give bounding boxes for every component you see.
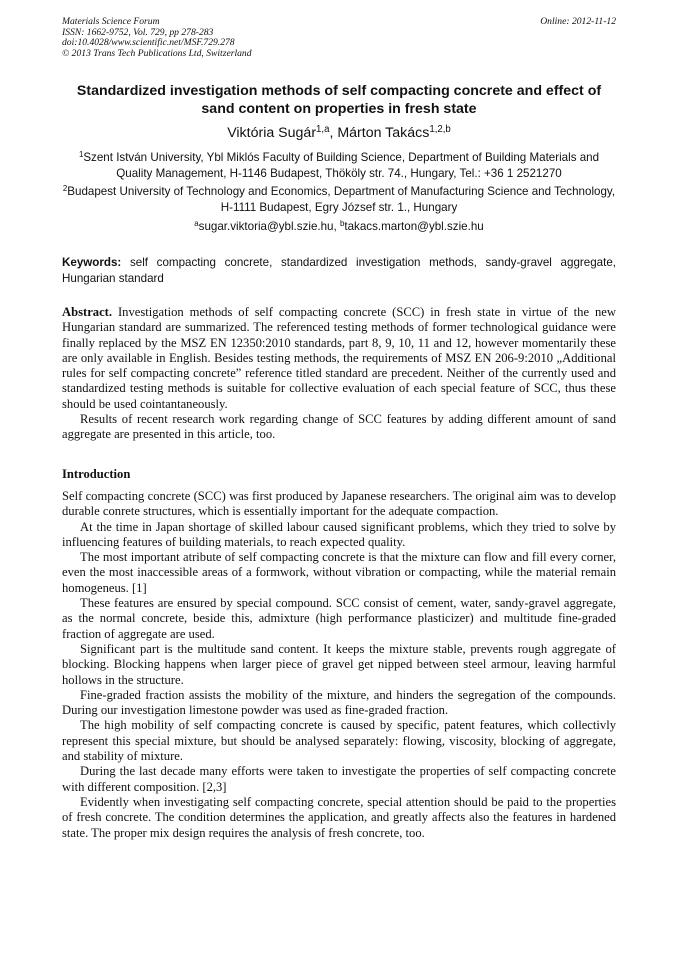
author-separator: ,: [329, 125, 338, 141]
email-line: [62, 219, 616, 234]
author-name: Viktória Sugár: [227, 125, 317, 141]
author-list: [62, 124, 616, 142]
email-mark: a: [194, 219, 199, 229]
body-paragraph: The most important atribute of self compacting concrete is that the mixture can flow and fill every corner, even the most inaccessible areas of a formwork, without vibration or compacting, while the material remain homogeneus. [1]: [62, 550, 616, 595]
abstract-label: Abstract.: [62, 305, 113, 319]
keywords: [62, 255, 616, 286]
abstract-paragraph: [62, 305, 616, 412]
section-heading-introduction: Introduction: [62, 467, 131, 481]
affiliation-mark: 1: [78, 150, 84, 160]
author-name: Márton Takács: [337, 125, 430, 141]
affiliation: [62, 150, 616, 181]
keywords-label: Keywords:: [62, 256, 122, 269]
body-paragraph: These features are ensured by special compound. SCC consist of cement, water, sandy-gravel aggregate, as the normal concrete, beside this, admixture (high performance plasticizer) and multitude fine-graded fraction of aggregate are used.: [62, 596, 616, 641]
abstract-text: Investigation methods of self compacting concrete (SCC) in fresh state in virtue of the new Hungarian standard are summarized. The referenced testing methods of former technological guidance were finally replaced by the MSZ EN 12350:2010 standards, part 8, 9, 10, 11 and 12, however momentarily these are only available in English. Besides testing methods, the requirements of MSZ EN 206-9:2010 „Additional rules for self compacting concrete” reference titled standard are precedent. Neither of the currently used and standardized testing methods is suitable for collective evaluation of each special feature of SCC, thus these should be used cointantaneously.: [62, 305, 616, 411]
author-affiliation-mark: 1,2,b: [429, 124, 451, 136]
introduction-section: [62, 489, 616, 841]
body-paragraph: Fine-graded fraction assists the mobility of the mixture, and hinders the segregation of the compounds. During our investigation limestone powder was used as fine-graded fraction.: [62, 687, 616, 718]
body-paragraph: At the time in Japan shortage of skilled labour caused significant problems, which they tried to solve by influencing features of building materials, to reach expected quality.: [62, 519, 616, 549]
body-paragraph: Evidently when investigating self compacting concrete, special attention should be paid to the properties of fresh concrete. The condition determines the application, and greatly affects also the features in hardened state. The proper mix design requires the analysis of fresh concrete, too.: [62, 794, 616, 840]
body-paragraph: The high mobility of self compacting concrete is caused by specific, patent features, which collectivly represent this special mixture, but should be analysed separately: flowing, viscosity, blocking of aggregate, and stability of mixture.: [62, 718, 616, 764]
body-paragraph: Significant part is the multitude sand content. It keeps the mixture stable, prevents rough aggregate of blocking. Blocking happens when larger piece of gravel get nipped between steel armour, leaving harmful hollows in the structure.: [62, 641, 616, 687]
keywords-text: self compacting concrete, standardized investigation methods, sandy-gravel aggregate, Hungarian standard: [62, 256, 616, 285]
online-date: Online: 2012-11-12: [540, 16, 616, 27]
affiliation-text: Szent István University, Ybl Miklós Faculty of Building Science, Department of Building Materials and Quality Management, H-1146 Budapest, Thököly str. 74., Hungary, Tel.: +36 1 2521270: [83, 151, 600, 180]
issn-line: ISSN: 1662-9752, Vol. 729, pp 278-283: [62, 26, 214, 38]
email-separator: ,: [333, 220, 340, 233]
affiliation-text: Budapest University of Technology and Economics, Department of Manufacturing Science and Technology, H-1111 Budapest, Egry József str. 1., Hungary: [67, 185, 616, 214]
paper-title: Standardized investigation methods of self compacting concrete and effect of sand content on properties in fresh state: [76, 83, 602, 117]
affiliation: [62, 184, 616, 215]
abstract-paragraph-2: Results of recent research work regarding change of SCC features by adding different amount of sand aggregate are presented in this article, too.: [62, 412, 616, 442]
copyright-line: © 2013 Trans Tech Publications Ltd, Switzerland: [62, 47, 252, 59]
email-address: takacs.marton@ybl.szie.hu: [344, 220, 484, 233]
journal-name: Materials Science Forum: [62, 16, 160, 27]
running-header: [62, 17, 616, 59]
affiliation-mark: 2: [62, 184, 68, 194]
author-affiliation-mark: 1,a: [316, 124, 330, 136]
email-mark: b: [339, 219, 345, 229]
abstract-section: [62, 305, 616, 443]
email-address: sugar.viktoria@ybl.szie.hu: [198, 220, 334, 233]
body-paragraph: During the last decade many efforts were taken to investigate the properties of self compacting concrete with different composition. [2,3]: [62, 764, 616, 794]
body-paragraph: Self compacting concrete (SCC) was first produced by Japanese researchers. The original aim was to develop durable conrete structures, which is essentially important for the adequate compaction.: [62, 489, 616, 519]
doi-line: doi:10.4028/www.scientific.net/MSF.729.278: [62, 37, 235, 49]
